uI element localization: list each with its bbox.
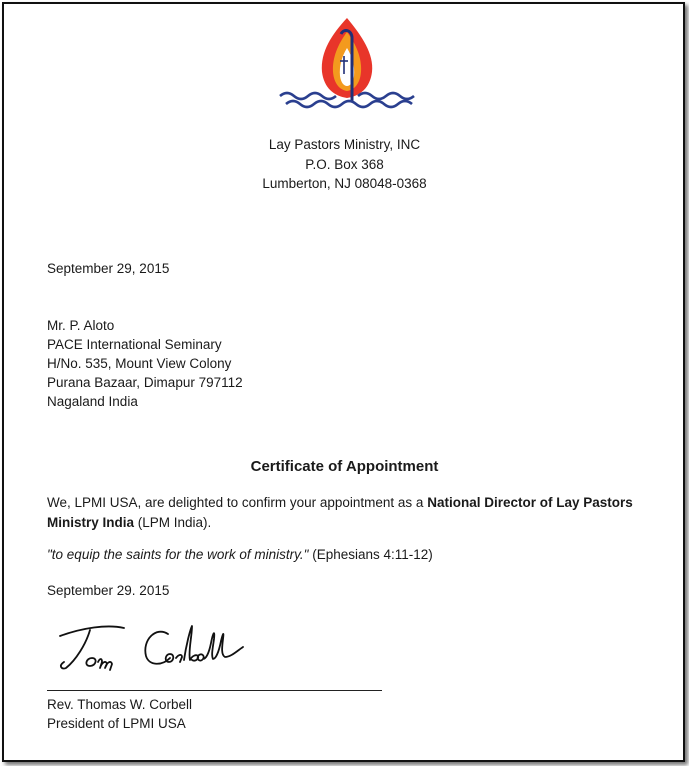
org-po-box: P.O. Box 368: [305, 157, 384, 172]
quote-reference: (Ephesians 4:11-12): [308, 547, 433, 562]
recipient-institution: PACE International Seminary: [47, 337, 222, 352]
quote-text: "to equip the saints for the work of ministry.": [47, 547, 309, 562]
recipient-name: Mr. P. Aloto: [47, 318, 115, 333]
body-intro: We, LPMI USA, are delighted to confirm your appointment as a: [47, 495, 428, 510]
body-suffix: (LPM India).: [134, 515, 212, 530]
org-name: Lay Pastors Ministry, INC: [268, 137, 421, 152]
scripture-quote: [47, 547, 433, 562]
recipient-address-1: H/No. 535, Mount View Colony: [47, 356, 232, 371]
signatory-name: Rev. Thomas W. Corbell: [47, 697, 193, 712]
body-position: National Director of Lay Pastors Ministry India: [47, 495, 633, 530]
signatory-title: President of LPMI USA: [47, 716, 186, 731]
signature-line: [47, 690, 382, 691]
lpmi-logo-icon: [272, 14, 422, 114]
letter-date: September 29, 2015: [47, 261, 170, 276]
signature: [52, 610, 282, 680]
certificate-title: Certificate of Appointment: [250, 458, 439, 475]
signed-date: September 29. 2015: [47, 583, 170, 598]
recipient-address-3: Nagaland India: [47, 394, 138, 409]
org-city: Lumberton, NJ 08048-0368: [262, 176, 427, 191]
recipient-address-2: Purana Bazaar, Dimapur 797112: [47, 375, 243, 390]
appointment-paragraph: [47, 493, 657, 533]
